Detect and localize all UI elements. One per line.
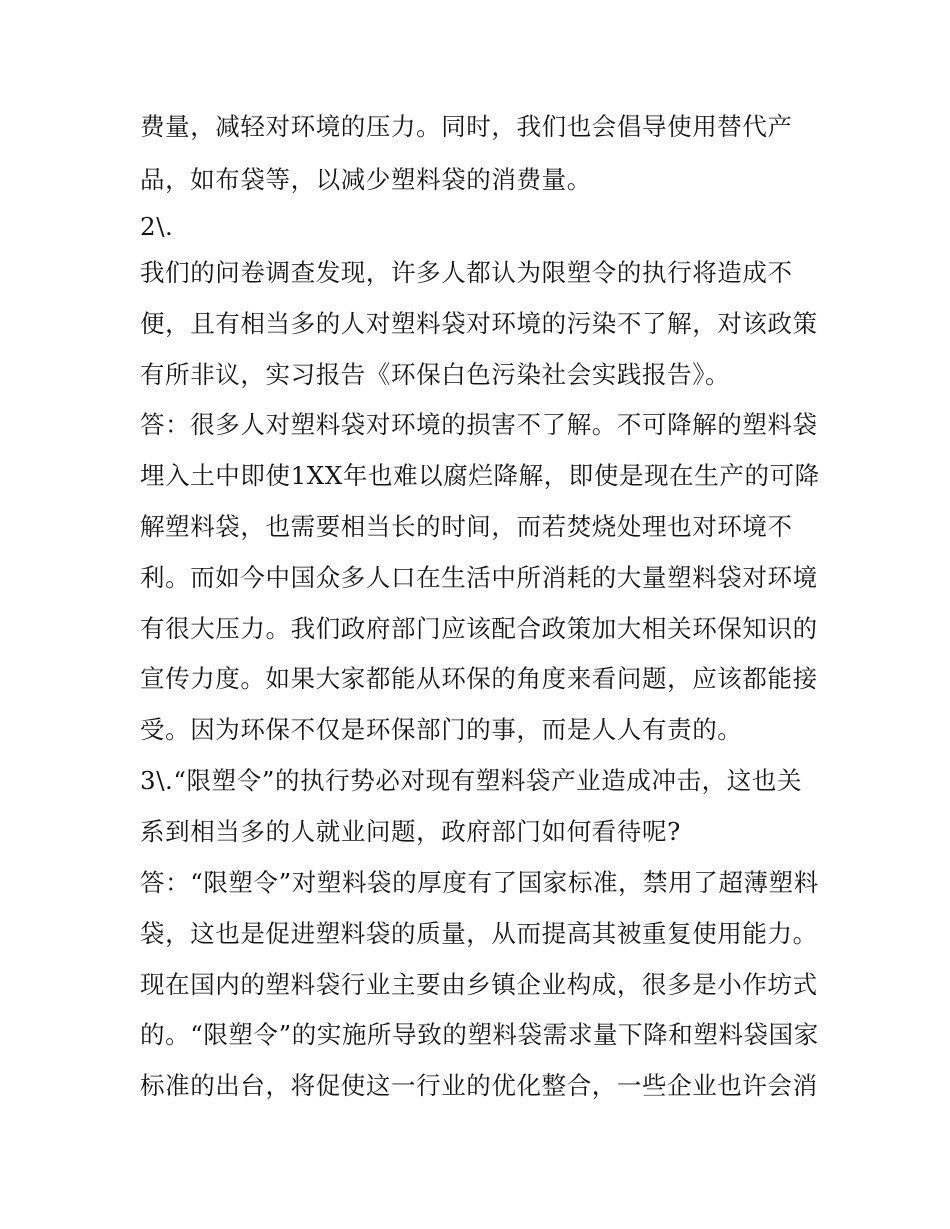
text-line: 答：很多人对塑料袋对环境的损害不了解。不可降解的塑料袋 [140,410,818,439]
text-line: 受。因为环保不仅是环保部门的事，而是人人有责的。 [140,715,743,744]
text-line: 利。而如今中国众多人口在生活中所消耗的大量塑料袋对环境 [140,563,818,592]
text-line: 我们的问卷调查发现，许多人都认为限塑令的执行将造成不 [140,258,793,287]
text-line: 便，且有相当多的人对塑料袋对环境的污染不了解，对该政策 [140,309,818,338]
text-line: 答：“限塑令”对塑料袋的厚度有了国家标准，禁用了超薄塑料 [140,868,819,897]
text-line: 标准的出台，将促使这一行业的优化整合，一些企业也许会消 [140,1071,818,1100]
text-line: 解塑料袋，也需要相当长的时间，而若焚烧处理也对环境不 [140,512,793,541]
text-line: 费量，减轻对环境的压力。同时，我们也会倡导使用替代产 [140,112,793,141]
text-line: 有很大压力。我们政府部门应该配合政策加大相关环保知识的 [140,614,818,643]
text-line: 宣传力度。如果大家都能从环保的角度来看问题，应该都能接 [140,664,818,693]
text-line: 袋，这也是促进塑料袋的质量，从而提高其被重复使用能力。 [140,919,818,948]
text-line: 有所非议，实习报告《环保白色污染社会实践报告》。 [140,360,731,389]
text-line: 2\. [140,212,174,241]
text-line: 现在国内的塑料袋行业主要由乡镇企业构成，很多是小作坊式 [140,970,818,999]
text-line: 的。“限塑令”的实施所导致的塑料袋需求量下降和塑料袋国家 [140,1020,819,1049]
text-line: 品，如布袋等，以减少塑料袋的消费量。 [140,165,592,194]
text-line: 埋入土中即使1XX年也难以腐烂降解，即使是现在生产的可降 [140,461,820,490]
text-line: 系到相当多的人就业问题，政府部门如何看待呢? [140,817,681,846]
text-line: 3\.“限塑令”的执行势必对现有塑料袋产业造成冲击，这也关 [140,766,803,795]
